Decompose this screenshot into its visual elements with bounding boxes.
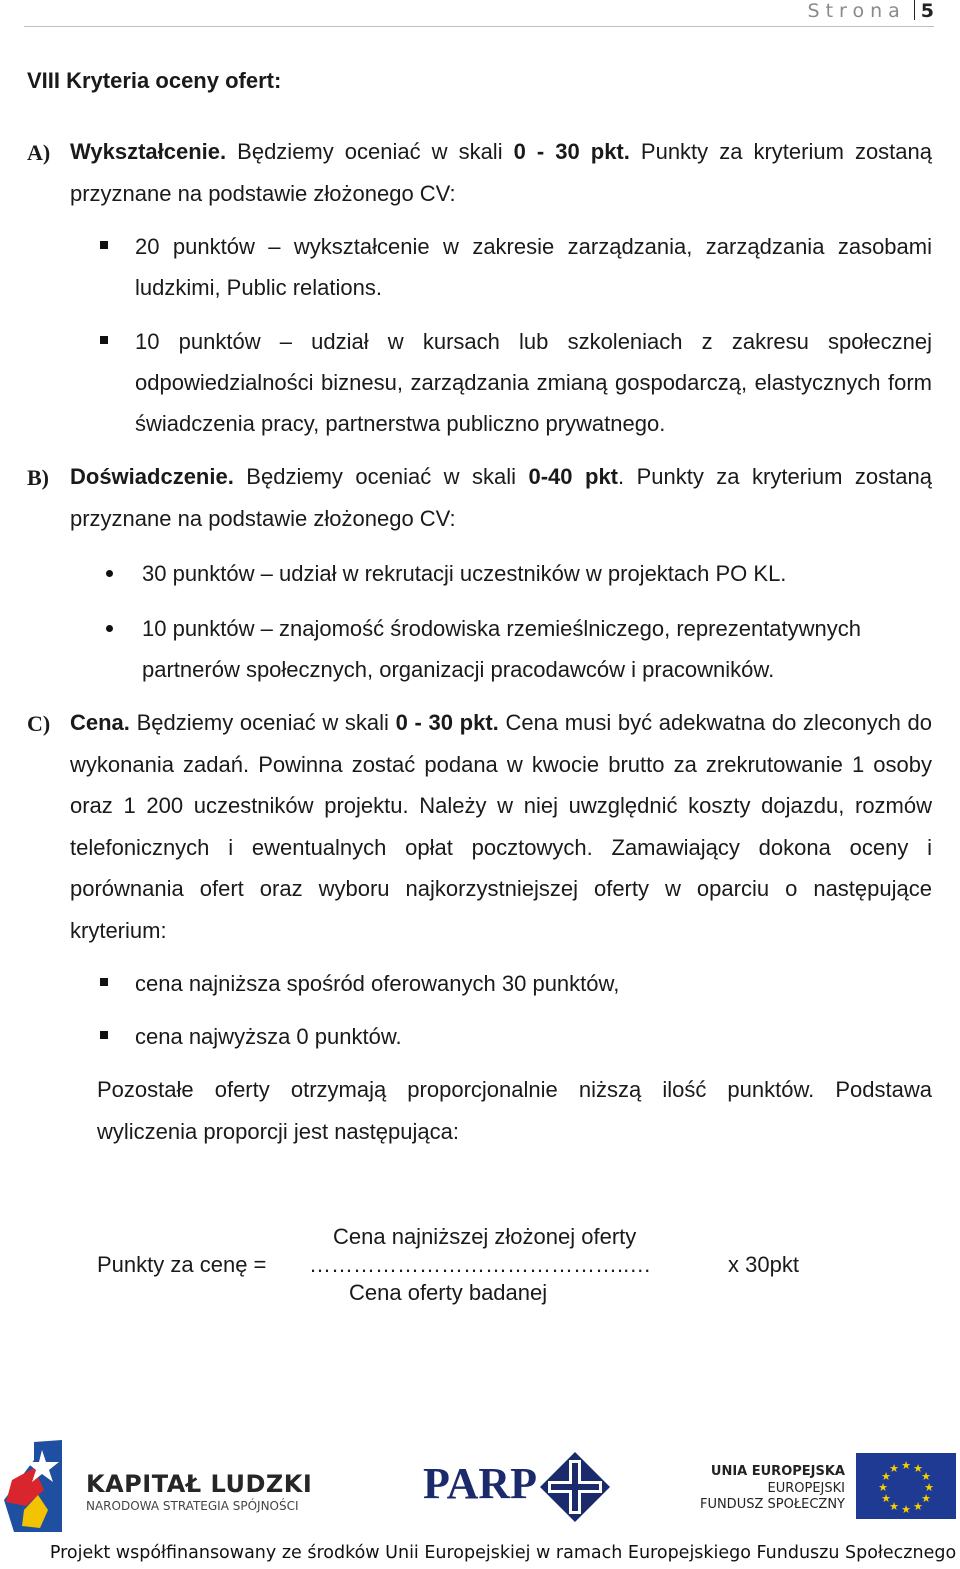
criterion-a-range: 0 - 30 pkt.: [513, 139, 630, 164]
formula-lhs: Punkty za cenę =: [97, 1252, 267, 1277]
section-title: VIII Kryteria oceny ofert:: [27, 68, 282, 93]
formula-fraction-dots: ……………………………………..…: [309, 1252, 652, 1277]
criterion-c-title: Cena.: [70, 710, 130, 735]
formula-numerator: Cena najniższej złożonej oferty: [333, 1224, 637, 1249]
criterion-a-intro-a: Będziemy oceniać w skali: [226, 139, 514, 164]
criterion-a-intro-b: Punkty za kryterium zostaną przyznane na podstawie złożonego CV:: [70, 139, 933, 206]
criterion-b-letter: B): [27, 465, 49, 490]
svg-text:★: ★: [881, 1470, 891, 1483]
criterion-c-intro-a: Będziemy oceniać w skali: [129, 710, 396, 735]
eu-line-3: FUNDUSZ SPOŁECZNY: [699, 1497, 845, 1512]
parp-logo-icon: [540, 1452, 610, 1522]
square-bullet-icon: [100, 241, 108, 249]
svg-text:★: ★: [913, 1500, 923, 1513]
criterion-c-intro-b: Cena musi być adekwatna do zleconych do wykonania zadań. Powinna zostać podana w kwocie brutto za zrekrutowanie 1 osoby oraz 1 200 uczestników projektu. Należy w niej uwzględnić koszty dojazdu, rozmów telefonicznych i ewentualnych opłat pocztowych. Zamawiający dokona oceny i porównania ofert oraz wyboru najkorzystniejszej oferty w oparciu o następujące kryterium:: [70, 710, 933, 943]
criterion-a-intro: [70, 131, 932, 214]
eu-flag-icon: [856, 1453, 956, 1519]
criterion-a-title: Wykształcenie.: [70, 139, 227, 164]
svg-text:★: ★: [901, 1459, 911, 1472]
criterion-c-intro: [70, 702, 932, 951]
criterion-b-item-2: 10 punktów – znajomość środowiska rzemieślniczego, reprezentatywnych partnerów społecznych, organizacji pracodawców i pracowników.: [142, 616, 862, 682]
criterion-b-intro: [70, 456, 932, 539]
kapital-ludzki-subtitle: NARODOWA STRATEGIA SPÓJNOŚCI: [86, 1499, 299, 1513]
svg-text:★: ★: [878, 1481, 888, 1494]
criterion-b-range: 0-40 pkt: [528, 464, 618, 489]
svg-text:★: ★: [921, 1492, 931, 1505]
parp-logo-text: PARP: [423, 1459, 538, 1508]
criterion-c-letter: C): [27, 711, 51, 736]
page-header: [808, 0, 934, 22]
header-rule: [24, 26, 934, 27]
criterion-a-letter: A): [27, 140, 51, 165]
svg-text:★: ★: [881, 1492, 891, 1505]
kapital-ludzki-logo-icon: [4, 1440, 64, 1532]
round-bullet-icon: [106, 625, 113, 632]
eu-line-2: EUROPEJSKI: [767, 1481, 845, 1496]
svg-text:★: ★: [901, 1503, 911, 1516]
formula-denominator: Cena oferty badanej: [349, 1280, 548, 1305]
svg-text:★: ★: [889, 1500, 899, 1513]
svg-text:★: ★: [921, 1470, 931, 1483]
square-bullet-icon: [100, 1031, 108, 1039]
criterion-a-item-1: 20 punktów – wykształcenie w zakresie zarządzania, zarządzania zasobami ludzkimi, Public relations.: [135, 234, 932, 300]
svg-text:★: ★: [924, 1481, 934, 1494]
eu-line-1: UNIA EUROPEJSKA: [710, 1464, 845, 1479]
criterion-b-title: Doświadczenie.: [70, 464, 234, 489]
proportion-text: Pozostałe oferty otrzymają proporcjonalnie niższą ilość punktów. Podstawa wyliczenia proporcji jest następująca:: [97, 1077, 932, 1144]
criterion-a-item-2: 10 punktów – udział w kursach lub szkoleniach z zakresu społecznej odpowiedzialności biznesu, zarządzania zmianą gospodarczą, elastycznych form świadczenia pracy, partnerstwa publiczno prywatnego.: [135, 329, 932, 436]
svg-text:★: ★: [889, 1462, 899, 1475]
svg-text:★: ★: [913, 1462, 923, 1475]
formula-multiplier: x 30pkt: [728, 1252, 799, 1277]
square-bullet-icon: [100, 336, 108, 344]
criterion-c-item-1: cena najniższa spośród oferowanych 30 punktów,: [135, 971, 620, 996]
criterion-b-intro-a: Będziemy oceniać w skali: [233, 464, 529, 489]
kapital-ludzki-title: KAPITAŁ LUDZKI: [86, 1470, 313, 1498]
criterion-c-item-2: cena najwyższa 0 punktów.: [135, 1024, 402, 1049]
criterion-c-range: 0 - 30 pkt.: [395, 710, 499, 735]
page-header-label: Strona: [807, 0, 906, 22]
header-divider: [914, 0, 915, 20]
round-bullet-icon: [106, 570, 113, 577]
criterion-b-intro-b: . Punkty za kryterium zostaną przyznane na podstawie złożonego CV:: [70, 464, 932, 531]
page-number: 5: [920, 0, 934, 22]
cofinance-note: Projekt współfinansowany ze środków Unii Europejskiej w ramach Europejskiego Funduszu Społecznego: [49, 1543, 957, 1563]
square-bullet-icon: [100, 978, 108, 986]
criterion-b-item-1: 30 punktów – udział w rekrutacji uczestników w projektach PO KL.: [142, 561, 787, 586]
